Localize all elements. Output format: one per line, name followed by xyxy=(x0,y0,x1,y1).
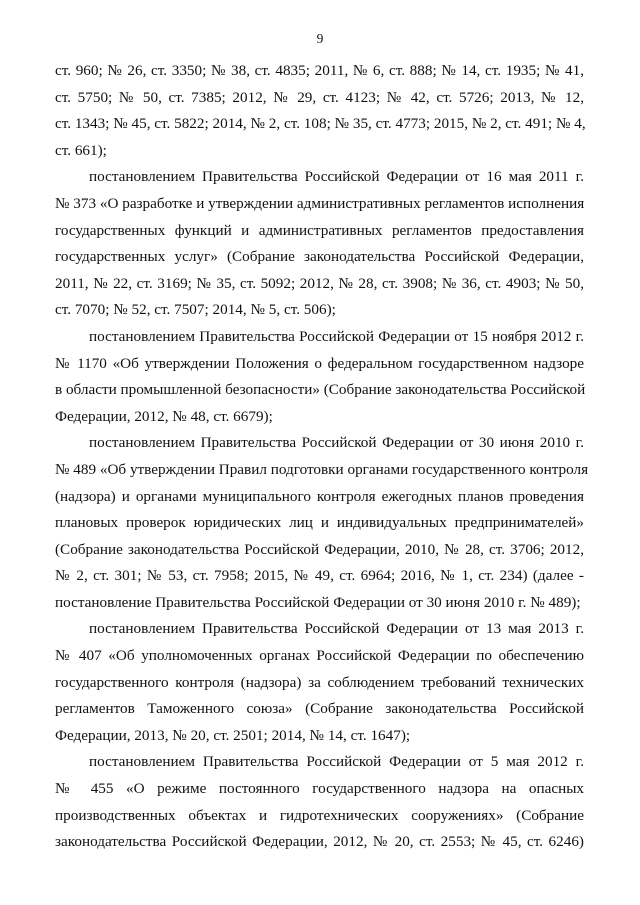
text-line: Федерации, 2013, № 20, ст. 2501; 2014, № 14, ст. 1647); xyxy=(55,726,411,744)
paragraph-first-line: постановлением Правительства Российской Федерации от 30 июня 2010 г. xyxy=(89,434,584,452)
text-line: № 407 «Об уполномоченных органах Российской Федерации по обеспечению xyxy=(55,647,584,665)
text-line: производственных объектах и гидротехнических сооружениях» (Собрание xyxy=(55,806,584,824)
paragraph-first-line: постановлением Правительства Российской Федерации от 5 мая 2012 г. xyxy=(89,753,584,771)
text-line: ст. 5750; № 50, ст. 7385; 2012, № 29, ст. 4123; № 42, ст. 5726; 2013, № 12, xyxy=(55,88,584,106)
text-line: законодательства Российской Федерации, 2012, № 20, ст. 2553; № 45, ст. 6246) xyxy=(55,833,584,851)
text-line: ст. 1343; № 45, ст. 5822; 2014, № 2, ст. 108; № 35, ст. 4773; 2015, № 2, ст. 491; № 4, xyxy=(55,115,586,133)
text-line: (Собрание законодательства Российской Федерации, 2010, № 28, ст. 3706; 2012, xyxy=(55,540,584,558)
text-line: Федерации, 2012, № 48, ст. 6679); xyxy=(55,407,273,425)
text-line: ст. 661); xyxy=(55,141,107,159)
page-number: 9 xyxy=(316,31,324,46)
paragraph-first-line: постановлением Правительства Российской Федерации от 16 мая 2011 г. xyxy=(89,168,584,186)
text-line: плановых проверок юридических лиц и индивидуальных предпринимателей» xyxy=(55,514,584,532)
text-line: государственных функций и административных регламентов предоставления xyxy=(55,221,584,239)
text-line: № 455 «О режиме постоянного государственного надзора на опасных xyxy=(55,780,584,798)
text-line: № 2, ст. 301; № 53, ст. 7958; 2015, № 49, ст. 6964; 2016, № 1, ст. 234) (далее - xyxy=(55,567,584,585)
text-line: ст. 7070; № 52, ст. 7507; 2014, № 5, ст. 506); xyxy=(55,301,336,319)
text-line: государственного контроля (надзора) за соблюдением требований технических xyxy=(55,673,584,691)
paragraph-first-line: постановлением Правительства Российской Федерации от 13 мая 2013 г. xyxy=(89,620,584,638)
text-line: государственных услуг» (Собрание законодательства Российской Федерации, xyxy=(55,248,584,266)
text-line: ст. 960; № 26, ст. 3350; № 38, ст. 4835; 2011, № 6, ст. 888; № 14, ст. 1935; № 41, xyxy=(55,62,584,79)
body-text xyxy=(55,58,589,856)
paragraph-first-line: постановлением Правительства Российской Федерации от 15 ноября 2012 г. xyxy=(89,327,584,345)
text-line: № 489 «Об утверждении Правил подготовки органами государственного контроля xyxy=(55,460,589,478)
text-line: 2011, № 22, ст. 3169; № 35, ст. 5092; 2012, № 28, ст. 3908; № 36, ст. 4903; № 50, xyxy=(55,274,584,292)
text-line: № 373 «О разработке и утверждении административных регламентов исполнения xyxy=(55,194,585,212)
text-line: № 1170 «Об утверждении Положения о федеральном государственном надзоре xyxy=(55,354,584,372)
text-line: в области промышленной безопасности» (Собрание законодательства Российской xyxy=(55,381,586,399)
text-line: (надзора) и органами муниципального контроля ежегодных планов проведения xyxy=(55,487,584,505)
text-line: регламентов Таможенного союза» (Собрание законодательства Российской xyxy=(55,700,584,718)
text-line: постановление Правительства Российской Федерации от 30 июня 2010 г. № 489); xyxy=(55,593,581,611)
